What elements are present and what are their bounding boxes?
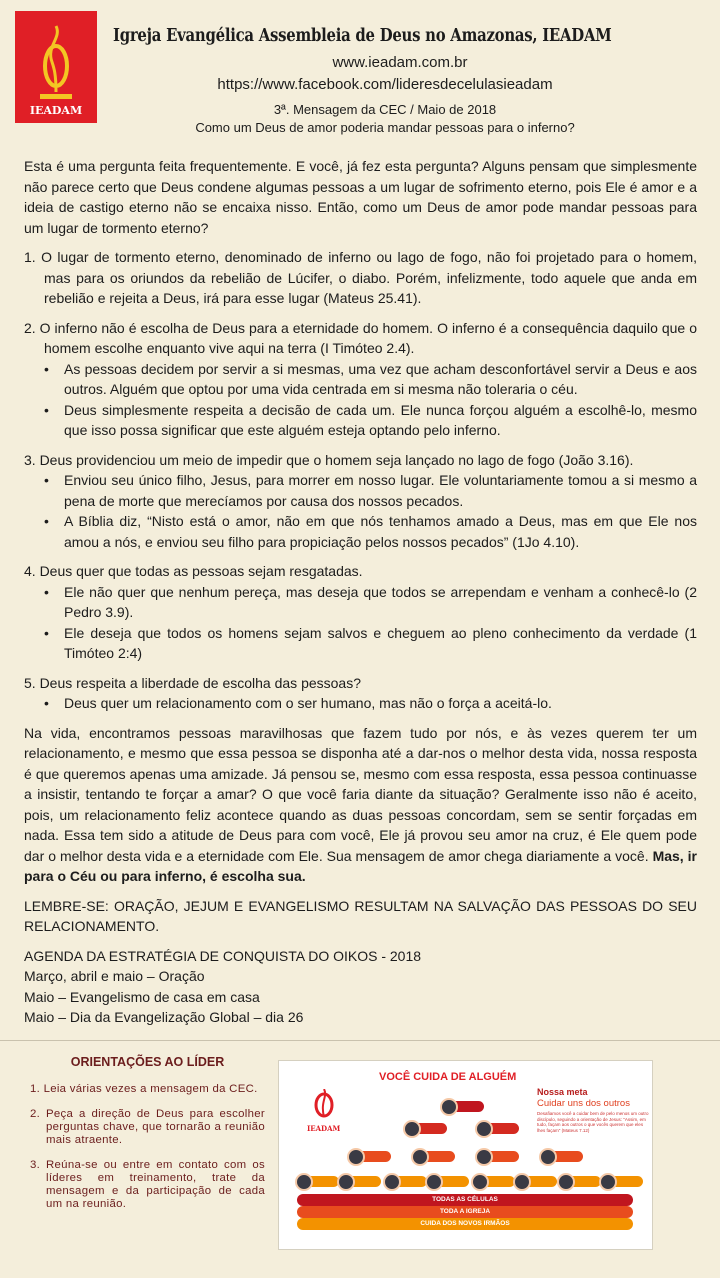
infographic-logo: IEADAM	[307, 1089, 340, 1133]
conclusion-paragraph: Na vida, encontramos pessoas maravilhosas que fazem tudo por nós, e às vezes querem ter um relacionamento, e mesmo que essa pessoa se disponha até a dar-nos o melhor desta vida, nossa resposta é que queremos apenas uma amizade. Já pensou se, mesmo com essa resposta, essa pessoa continuasse a insistir, tentando te forçar a amar? O que você faria diante da situação? Geralmente isso não é aceito, pois, um relacionamento feliz acontece quando as duas pessoas concordam, sem se sentir forçadas em nada. Essa tem sido a atitude de Deus para com você, Ele já provou seu amor na cruz, é Ele quem pode dar o melhor desta vida e a eternidade com Ele. Sua mensagem de amor chega diariamente a você. Mas, ir para o Céu ou para inferno, é escolha sua.	[24, 724, 697, 884]
agenda	[24, 946, 697, 1028]
goal-text: Desafiamos você a cuidar bem de pelo menos um outro discípulo, seguindo a orientação de Jesus: "Assim, em tudo, façam aos outros o que vocês querem que eles lhes façam" (Mateus 7.12)	[537, 1111, 649, 1133]
church-title: Igreja Evangélica Assembleia de Deus no Amazonas, IEADAM	[113, 26, 612, 46]
agenda-item: Maio – Dia da Evangelização Global – dia 26	[24, 1009, 304, 1025]
bullet: • A Bíblia diz, “Nisto está o amor, não em que nós tenhamos amado a Deus, mas em que Ele nos amou a nós, e enviou seu filho para propiciação pelos nossos pecados” (1Jo 4.10).	[24, 511, 697, 552]
point-3: 3. Deus providenciou um meio de impedir que o homem seja lançado no lago de fogo (João 3.16). • Enviou seu único filho, Jesus, para morrer em nosso lugar. Ele voluntariamente tomou a si mesmo a pena de morte que merecíamos por causa dos nossos pecados. • A Bíblia diz, “Nisto está o amor, não em que nós tenhamos amado a Deus, mas em que Ele nos amou a nós, e enviou seu filho para propiciação pelos nossos pecados” (1Jo 4.10).	[24, 450, 697, 553]
orientations-title: ORIENTAÇÕES AO LÍDER	[70, 1055, 225, 1069]
bullet: • Enviou seu único filho, Jesus, para morrer em nosso lugar. Ele voluntariamente tomou a si mesmo a pena de morte que merecíamos por causa dos nossos pecados.	[24, 470, 697, 511]
person-node	[543, 1151, 583, 1162]
facebook-link[interactable]: https://www.facebook.com/lideresdecelulasieadam	[217, 76, 553, 93]
band-whole-church: TODA A IGREJA	[297, 1206, 633, 1218]
person-node	[479, 1123, 519, 1134]
leader-orientations	[30, 1056, 265, 1223]
point-5: 5. Deus respeita a liberdade de escolha das pessoas? • Deus quer um relacionamento com o ser humano, mas não o força a aceitá-lo.	[24, 673, 697, 714]
bullet: • Ele deseja que todos os homens sejam salvos e cheguem ao pleno conhecimento da verdade (1 Timóteo 2:4)	[24, 623, 697, 664]
goal-title: Nossa meta	[537, 1087, 588, 1097]
goal-subtitle: Cuidar uns dos outros	[537, 1098, 630, 1109]
care-infographic	[278, 1060, 653, 1250]
person-node	[479, 1151, 519, 1162]
reminder: LEMBRE-SE: ORAÇÃO, JEJUM E EVANGELISMO RESULTAM NA SALVAÇÃO DAS PESSOAS DO SEU RELACIONAMENTO.	[24, 897, 697, 934]
bullet: • Deus simplesmente respeita a decisão de cada um. Ele nunca forçou alguém a escolhê-lo, mesmo que isso possa significar que este alguém esteja optando pelo inferno.	[24, 400, 697, 441]
person-node	[341, 1176, 381, 1187]
message-subtitle: 3ª. Mensagem da CEC / Maio de 2018	[273, 102, 497, 117]
orientation-item: 3. Reúna-se ou entre em contato com os líderes em treinamento, trate da mensagem e da participação de cada um na reunião.	[30, 1159, 265, 1210]
conclusion-bold: Mas, ir para o Céu ou para inferno, é escolha sua.	[24, 847, 697, 884]
band-new-brothers: CUIDA DOS NOVOS IRMÃOS	[297, 1218, 633, 1230]
logo-text: IEADAM	[29, 104, 83, 117]
orientation-item: 2. Peça a direção de Deus para escolher perguntas chave, que tornarão a reunião mais atraente.	[30, 1108, 265, 1146]
agenda-title: AGENDA DA ESTRATÉGIA DE CONQUISTA DO OIKOS - 2018	[24, 947, 422, 964]
person-node	[475, 1176, 515, 1187]
person-node	[603, 1176, 643, 1187]
person-node	[561, 1176, 601, 1187]
infographic-title: VOCÊ CUIDA DE ALGUÉM	[379, 1071, 517, 1083]
bullet: • As pessoas decidem por servir a si mesmas, uma vez que acham desconfortável servir a Deus e aos outros. Alguém que optou por uma vida centrada em si mesma não toleraria o céu.	[24, 359, 697, 400]
person-node	[387, 1176, 427, 1187]
agenda-item: Maio – Evangelismo de casa em casa	[24, 988, 260, 1005]
divider	[0, 1040, 720, 1041]
person-node	[407, 1123, 447, 1134]
person-node	[517, 1176, 557, 1187]
agenda-item: Março, abril e maio – Oração	[24, 968, 205, 984]
person-node	[444, 1101, 484, 1112]
bullet: • Deus quer um relacionamento com o ser humano, mas não o força a aceitá-lo.	[24, 693, 697, 714]
person-node	[415, 1151, 455, 1162]
question-title: Como um Deus de amor poderia mandar pessoas para o inferno?	[195, 120, 575, 135]
point-1: 1. O lugar de tormento eterno, denominado de inferno ou lago de fogo, não foi projetado para o homem, mas para os oriundos da rebelião de Lúcifer, o diabo. Porém, infelizmente, todo aquele que anda em rebelião e rejeita a Deus, irá para esse lugar (Mateus 25.41).	[24, 249, 697, 306]
point-2: 2. O inferno não é escolha de Deus para a eternidade do homem. O inferno é a consequência daquilo que o homem escolhe enquanto vive aqui na terra (I Timóteo 2.4). • As pessoas decidem por servir a si mesmas, uma vez que acham desconfortável servir a Deus e aos outros. Alguém que optou por uma vida centrada em si mesma não toleraria o céu. • Deus simplesmente respeita a decisão de cada um. Ele nunca forçou alguém a escolhê-lo, mesmo que isso possa significar que este alguém esteja optando pelo inferno.	[24, 318, 697, 441]
website-link[interactable]: www.ieadam.com.br	[332, 54, 468, 71]
orientation-item: 1. Leia várias vezes a mensagem da CEC.	[30, 1083, 258, 1095]
band-all-cells: TODAS AS CÉLULAS	[297, 1194, 633, 1206]
person-node	[299, 1176, 339, 1187]
person-node	[351, 1151, 391, 1162]
person-node	[429, 1176, 469, 1187]
bullet: • Ele não quer que nenhum pereça, mas deseja que todos se arrependam e venham a conhecê-lo (2 Pedro 3.9).	[24, 582, 697, 623]
flame-icon	[312, 1089, 336, 1119]
message-body	[24, 156, 697, 1028]
intro-paragraph: Esta é uma pergunta feita frequentemente. E você, já fez esta pergunta? Alguns pensam que simplesmente não parece certo que Deus condene algumas pessoas a um lugar de sofrimento eterno, pois Ele é amor e a ideia de castigo eterno não se encaixa nisso. Então, como um Deus de amor pode mandar pessoas para um lugar de tormento eterno?	[24, 158, 697, 236]
point-4: 4. Deus quer que todas as pessoas sejam resgatadas. • Ele não quer que nenhum pereça, mas deseja que todos se arrependam e venham a conhecê-lo (2 Pedro 3.9). • Ele deseja que todos os homens sejam salvos e cheguem ao pleno conhecimento da verdade (1 Timóteo 2:4)	[24, 561, 697, 664]
